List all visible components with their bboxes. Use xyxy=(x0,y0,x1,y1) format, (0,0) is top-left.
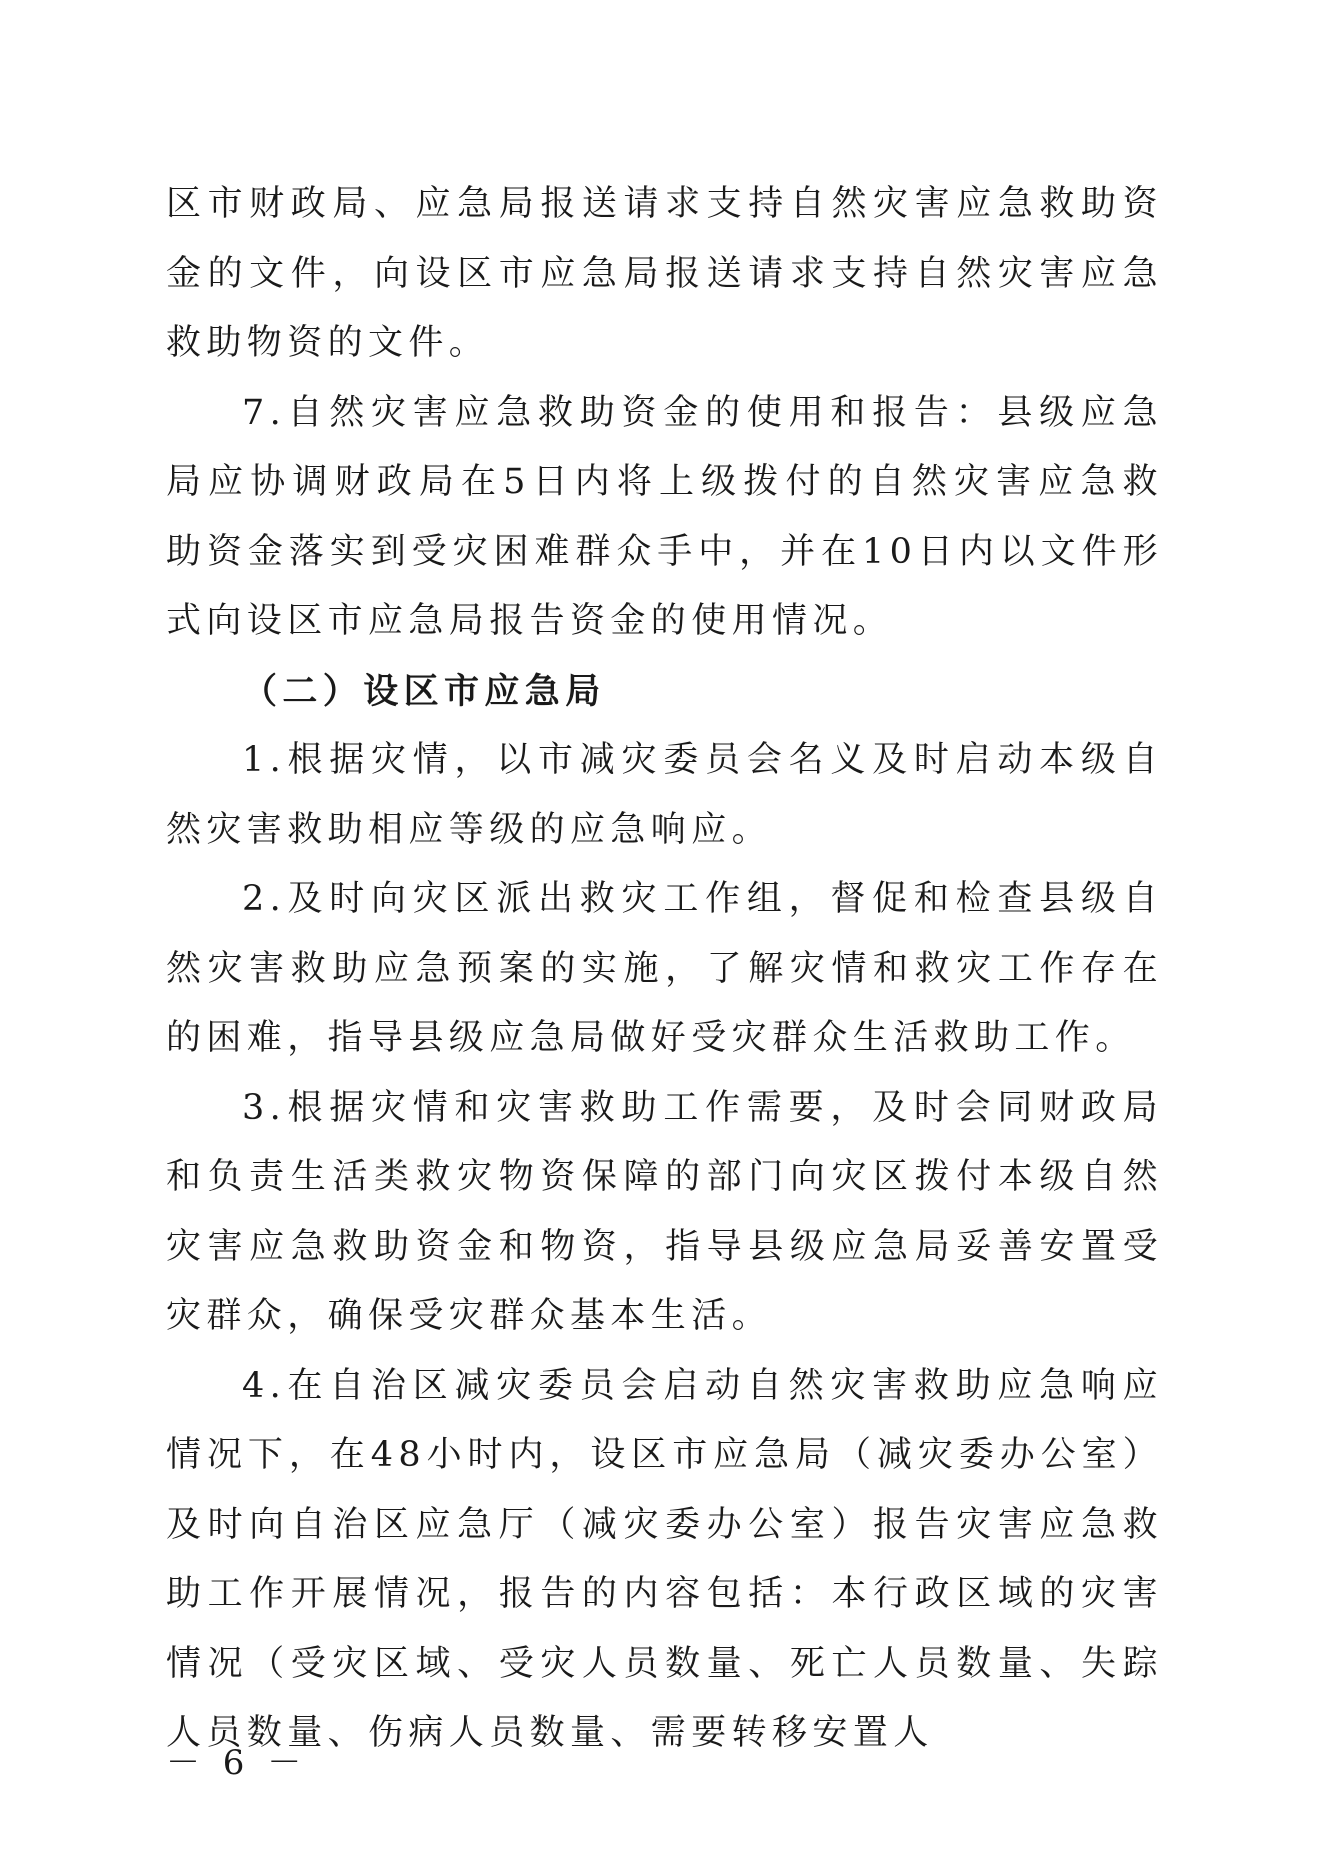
paragraph-continuation: 区市财政局、应急局报送请求支持自然灾害应急救助资金的文件，向设区市应急局报送请求支持自然灾害应急救助物资的文件。 xyxy=(166,184,1163,363)
paragraph-item-7: 7.自然灾害应急救助资金的使用和报告：县级应急局应协调财政局在5日内将上级拨付的自然灾害应急救助资金落实到受灾困难群众手中，并在10日内以文件形式向设区市应急局报告资金的使用情况。 xyxy=(166,392,1163,641)
paragraph-item-4: 4.在自治区减灾委员会启动自然灾害救助应急响应情况下，在48小时内，设区市应急局（减灾委办公室）及时向自治区应急厅（减灾委办公室）报告灾害应急救助工作开展情况，报告的内容包括：本行政区域的灾害情况（受灾区域、受灾人员数量、死亡人员数量、失踪人员数量、伤病人员数量、需要转移安置人 xyxy=(166,1365,1163,1753)
document-body xyxy=(166,170,1163,1769)
paragraph-item-2: 2.及时向灾区派出救灾工作组，督促和检查县级自然灾害救助应急预案的实施，了解灾情和救灾工作存在的困难，指导县级应急局做好受灾群众生活救助工作。 xyxy=(166,879,1163,1058)
paragraph-item-1: 1.根据灾情，以市减灾委员会名义及时启动本级自然灾害救助相应等级的应急响应。 xyxy=(166,740,1163,850)
paragraph-item-3: 3.根据灾情和灾害救助工作需要，及时会同财政局和负责生活类救灾物资保障的部门向灾区拨付本级自然灾害应急救助资金和物资，指导县级应急局妥善安置受灾群众，确保受灾群众基本生活。 xyxy=(166,1087,1163,1336)
section-heading: （二）设区市应急局 xyxy=(242,670,606,712)
page-number: － 6 － xyxy=(166,1743,308,1783)
